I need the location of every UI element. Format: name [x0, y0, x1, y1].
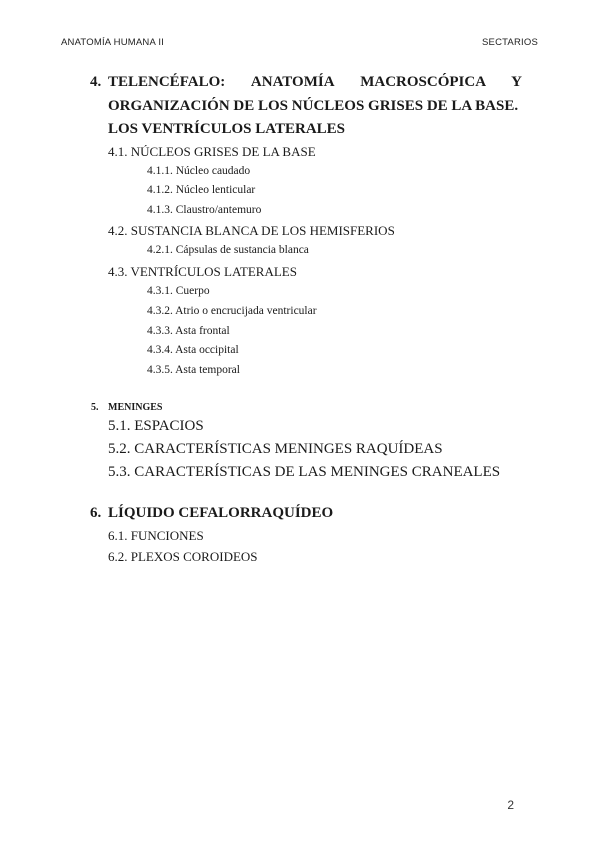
section-5-number: 5.	[91, 402, 99, 413]
item-4-1-3: 4.1.3. Claustro/antemuro	[147, 204, 262, 216]
section-6-title: LÍQUIDO CEFALORRAQUÍDEO	[108, 505, 334, 521]
item-5-3: 5.3. CARACTERÍSTICAS DE LAS MENINGES CRANEALES	[108, 464, 501, 480]
item-5-2: 5.2. CARACTERÍSTICAS MENINGES RAQUÍDEAS	[108, 441, 443, 457]
item-4-3-3: 4.3.3. Asta frontal	[147, 325, 230, 337]
subsection-4-2: 4.2. SUSTANCIA BLANCA DE LOS HEMISFERIOS	[108, 223, 395, 238]
section-4-title-line2: ORGANIZACIÓN DE LOS NÚCLEOS GRISES DE LA BASE.	[108, 98, 519, 114]
item-6-2: 6.2. PLEXOS COROIDEOS	[108, 549, 258, 564]
item-5-1: 5.1. ESPACIOS	[108, 418, 204, 434]
page-number: 2	[507, 798, 514, 812]
item-4-3-1: 4.3.1. Cuerpo	[147, 285, 210, 297]
item-4-1-2: 4.1.2. Núcleo lenticular	[147, 184, 256, 196]
header-subject: ANATOMÍA HUMANA II	[61, 37, 165, 48]
section-4-title-line1: TELENCÉFALO: ANATOMÍA MACROSCÓPICA Y	[108, 74, 522, 90]
item-4-3-5: 4.3.5. Asta temporal	[147, 364, 240, 376]
subsection-4-1: 4.1. NÚCLEOS GRISES DE LA BASE	[108, 144, 316, 159]
item-4-2-1: 4.2.1. Cápsulas de sustancia blanca	[147, 244, 309, 256]
subsection-4-3: 4.3. VENTRÍCULOS LATERALES	[108, 264, 297, 279]
section-6-number: 6.	[90, 505, 102, 521]
header-author: SECTARIOS	[482, 37, 538, 48]
section-4-number: 4.	[90, 74, 102, 90]
item-4-3-2: 4.3.2. Atrio o encrucijada ventricular	[147, 305, 317, 317]
item-4-1-1: 4.1.1. Núcleo caudado	[147, 165, 251, 177]
section-4-title-line3: LOS VENTRÍCULOS LATERALES	[108, 121, 346, 137]
item-6-1: 6.1. FUNCIONES	[108, 528, 204, 543]
item-4-3-4: 4.3.4. Asta occipital	[147, 344, 239, 356]
section-5-title: MENINGES	[108, 402, 163, 413]
